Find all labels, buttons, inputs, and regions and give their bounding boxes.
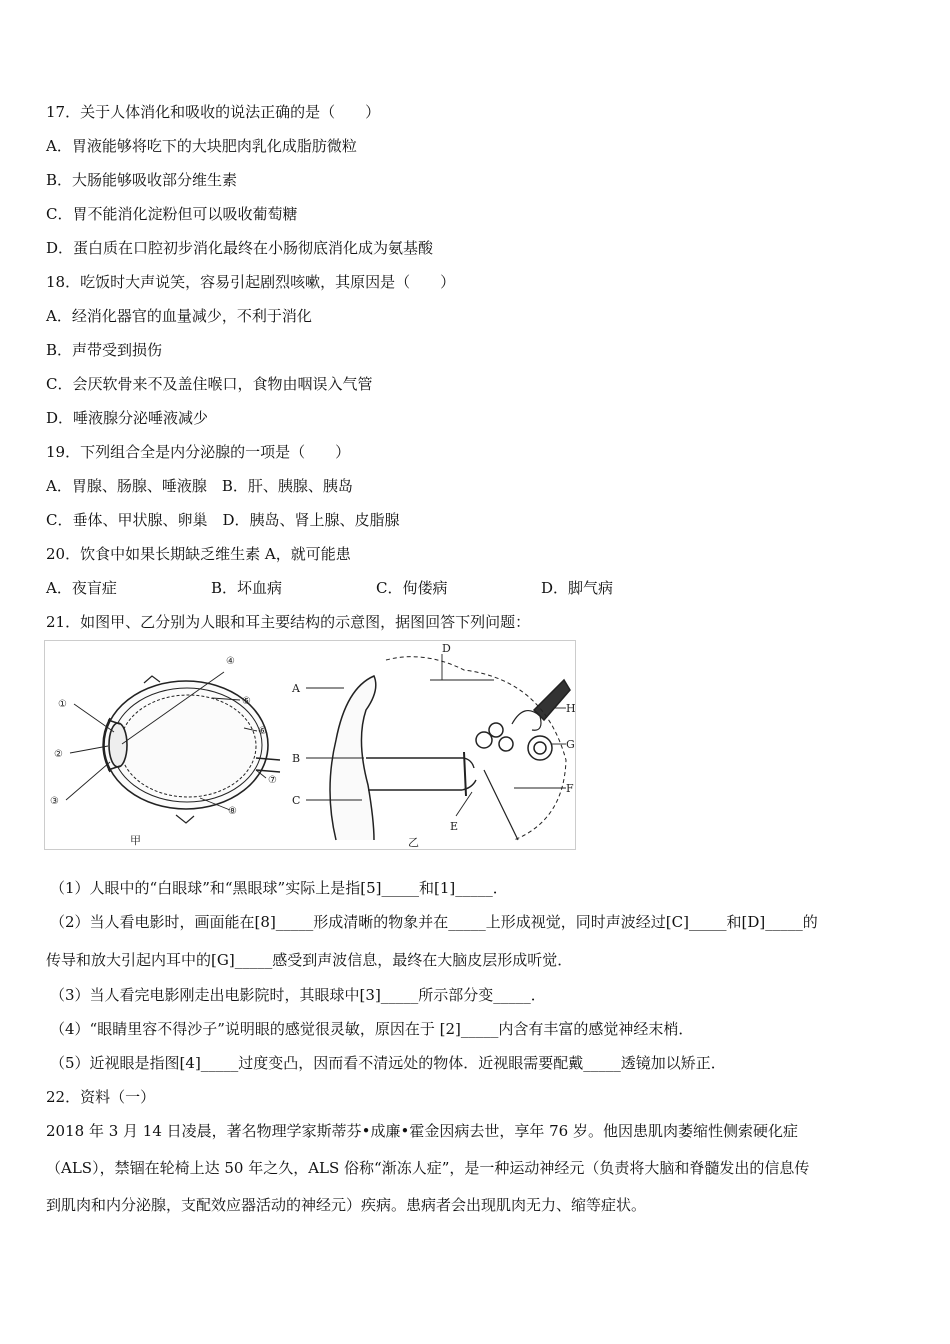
q20-option-d: D．脚气病 — [541, 579, 614, 597]
q21-sub1: （1）人眼中的“白眼球”和“黑眼球”实际上是指[5]_____和[1]_____． — [50, 879, 508, 897]
ear-label-b: B — [292, 752, 301, 765]
eye-label-8: ⑧ — [228, 806, 237, 817]
q18-option-c: C．会厌软骨来不及盖住喉口，食物由咽误入气管 — [46, 375, 373, 393]
q17-option-b: B．大肠能够吸收部分维生素 — [46, 171, 238, 189]
q18-option-a: A．经消化器官的血量减少，不利于消化 — [46, 307, 312, 325]
eye-label-7: ⑦ — [268, 775, 277, 786]
eye-label-5: ⑤ — [242, 696, 251, 707]
q21-sub2: （2）当人看电影时，画面能在[8]_____形成清晰的物象并在_____上形成视觉，同时声波经过[C]_____和[D]_____的 — [50, 913, 818, 931]
eye-label-4: ④ — [226, 656, 235, 667]
q22-line2: （ALS），禁锢在轮椅上达 50 年之久，ALS 俗称“渐冻人症”，是一种运动神经元（负责将大脑和脊髓发出的信息传 — [46, 1159, 810, 1177]
eye-label-2: ② — [54, 749, 63, 760]
q18-option-d: D．唾液腺分泌唾液减少 — [46, 409, 209, 427]
q17-option-a: A．胃液能够将吃下的大块肥肉乳化成脂肪微粒 — [46, 137, 357, 155]
eye-label-3: ③ — [50, 796, 59, 807]
q22-line3: 到肌肉和内分泌腺，支配效应器活动的神经元）疾病。患病者会出现肌肉无力、缩等症状。 — [46, 1196, 647, 1214]
q21-sub5: （5）近视眼是指图[4]_____过度变凸，因而看不清远处的物体．近视眼需要配戴_____透镜加以矫正． — [50, 1054, 726, 1072]
q17-stem: 17．关于人体消化和吸收的说法正确的是（ ） — [46, 103, 381, 121]
q22-stem: 22．资料（一） — [46, 1088, 156, 1106]
ear-label-e: E — [450, 820, 459, 833]
diagram-svg — [44, 640, 576, 850]
q17-option-c: C．胃不能消化淀粉但可以吸收葡萄糖 — [46, 205, 298, 223]
ear-label-f: F — [566, 782, 574, 795]
ear-label-a: A — [292, 682, 300, 695]
q20-option-c: C．佝偻病 — [376, 579, 448, 597]
ear-caption: 乙 — [408, 836, 419, 849]
q18-stem: 18．吃饭时大声说笑，容易引起剧烈咳嗽，其原因是（ ） — [46, 273, 456, 291]
q19-options-row1: A．胃腺、肠腺、唾液腺 B．肝、胰腺、胰岛 — [46, 477, 353, 495]
q19-stem: 19．下列组合全是内分泌腺的一项是（ ） — [46, 443, 351, 461]
ear-label-d: D — [442, 642, 451, 655]
eye-caption: 甲 — [130, 834, 141, 847]
q19-options-row2: C．垂体、甲状腺、卵巢 D．胰岛、肾上腺、皮脂腺 — [46, 511, 400, 529]
q17-option-d: D．蛋白质在口腔初步消化最终在小肠彻底消化成为氨基酸 — [46, 239, 434, 257]
q21-sub3: （3）当人看完电影刚走出电影院时，其眼球中[3]_____所示部分变_____． — [50, 986, 546, 1004]
q21-sub2-cont: 传导和放大引起内耳中的[G]_____感受到声波信息，最终在大脑皮层形成听觉． — [46, 951, 573, 969]
q21-stem: 21．如图甲、乙分别为人眼和耳主要结构的示意图，据图回答下列问题： — [46, 613, 531, 631]
q21-sub4: （4）“眼睛里容不得沙子”说明眼的感觉很灵敏，原因在于 [2]_____内含有丰富的感觉神经末梢． — [50, 1020, 694, 1038]
eye-ear-diagram — [44, 640, 576, 850]
ear-label-h: H — [566, 702, 576, 715]
q22-line1: 2018 年 3 月 14 日凌晨，著名物理学家斯蒂芬•成廉•霍金因病去世，享年 76 岁。他因患肌肉萎缩性侧索硬化症 — [46, 1122, 798, 1140]
q20-stem: 20．饮食中如果长期缺乏维生素 A，就可能患 — [46, 545, 351, 563]
q20-option-a: A．夜盲症 — [46, 579, 117, 597]
eye-label-6: ⑥ — [258, 726, 267, 737]
q18-option-b: B．声带受到损伤 — [46, 341, 163, 359]
eye-label-1: ① — [58, 699, 67, 710]
ear-label-c: C — [292, 794, 301, 807]
q20-option-b: B．坏血病 — [211, 579, 283, 597]
ear-label-g: G — [566, 738, 575, 751]
